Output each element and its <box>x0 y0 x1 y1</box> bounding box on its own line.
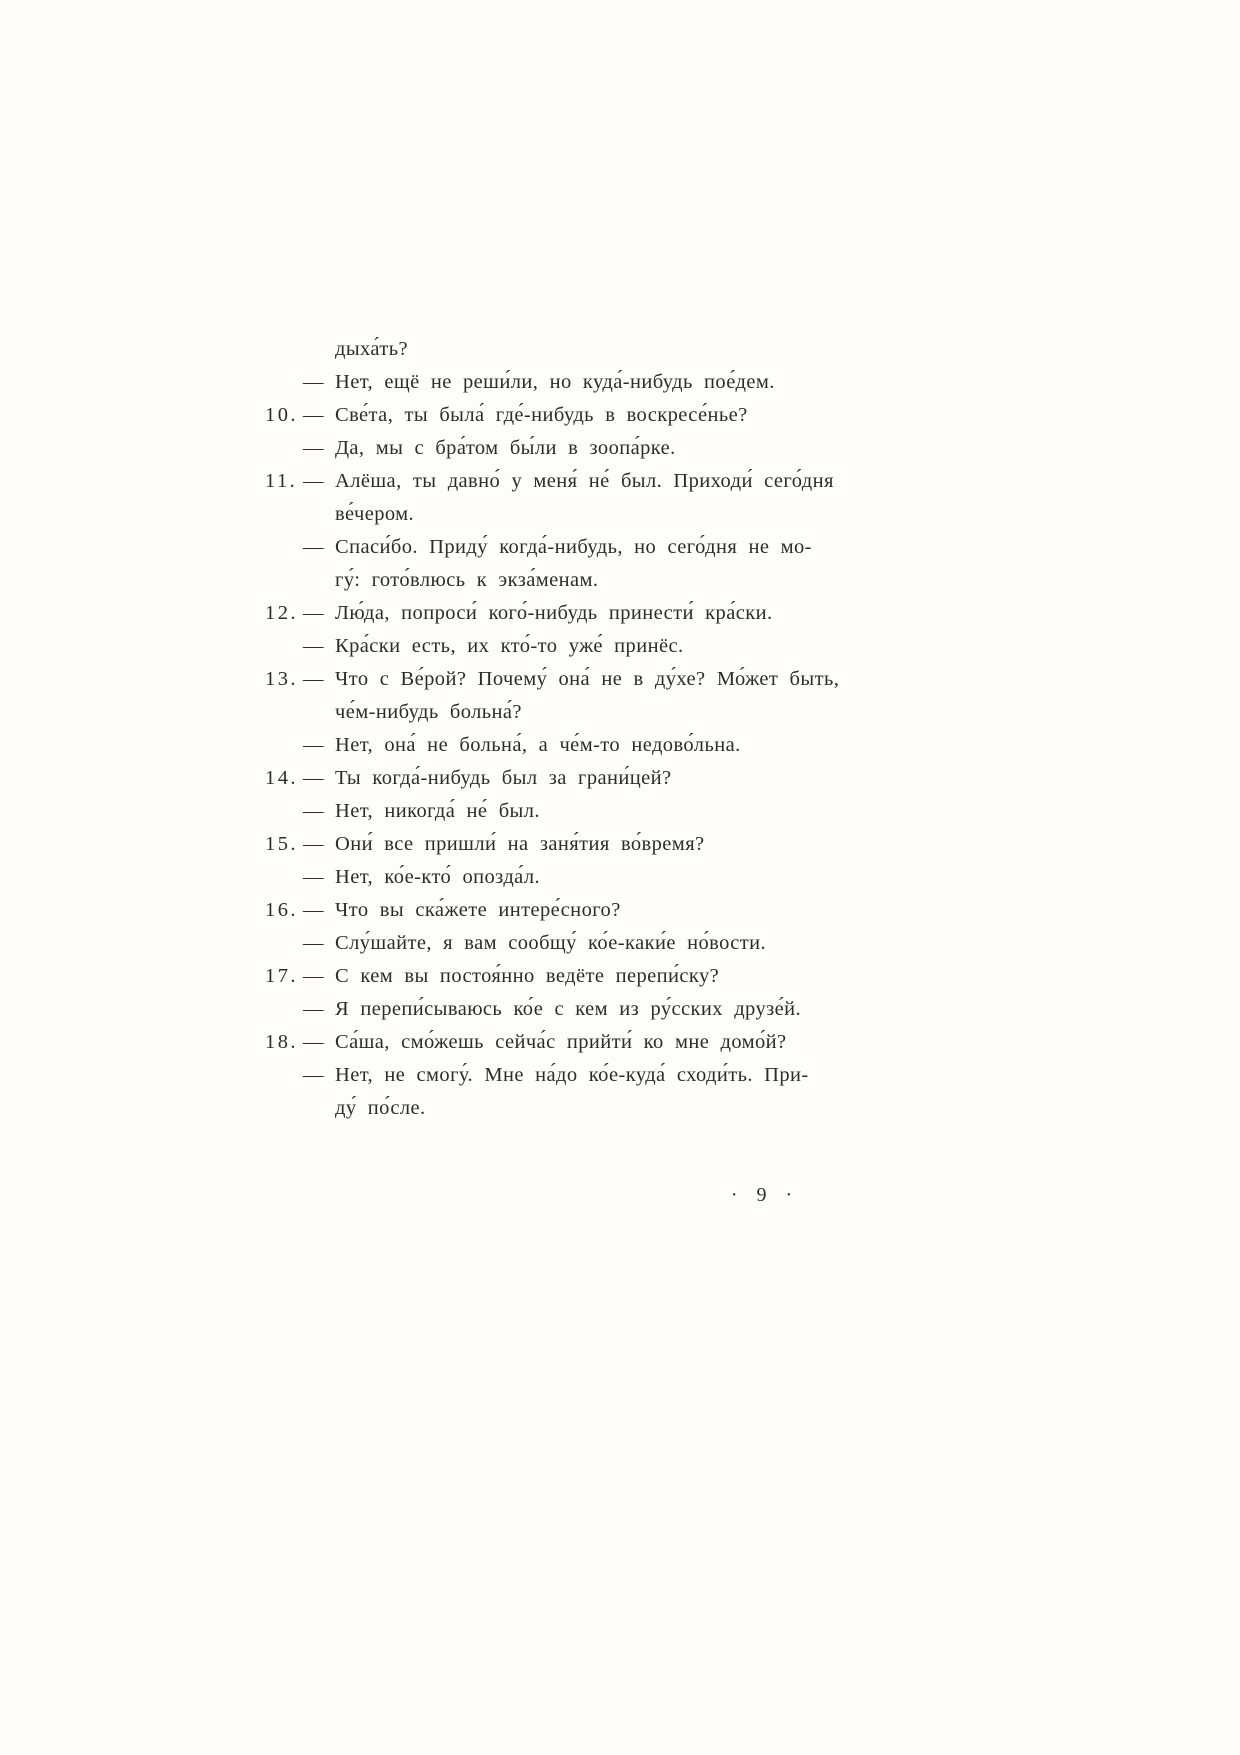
dialogue-dash: — <box>303 404 324 426</box>
dialogue-line <box>265 663 865 696</box>
dialogue-dash: — <box>303 437 324 459</box>
dialogue-line <box>265 399 865 432</box>
dialogue-text: Я перепи́сываюсь ко́е с кем из ру́сских друзе́й. <box>335 998 802 1020</box>
dialogue-text: Кра́ски есть, их кто́-то уже́ принёс. <box>335 635 684 657</box>
dialogue-text: Ты когда́-нибудь был за грани́цей? <box>335 767 672 789</box>
dialogue-line <box>265 729 865 762</box>
dialogue-line <box>265 795 865 828</box>
dialogue-line <box>265 861 865 894</box>
dialogue-text: Све́та, ты была́ где́-нибудь в воскресе́нье? <box>335 404 748 426</box>
dialogue-text: Да, мы с бра́том бы́ли в зоопа́рке. <box>335 437 676 459</box>
dialogue-text: Нет, она́ не больна́, а че́м-то недово́льна. <box>335 734 741 756</box>
dialogue-text: С кем вы постоя́нно ведёте перепи́ску? <box>335 965 720 987</box>
dialogue-text: че́м-нибудь больна́? <box>335 701 522 723</box>
dialogue-dash: — <box>303 833 324 855</box>
item-number: 17. <box>265 965 299 987</box>
dialogue-dash: — <box>303 668 324 690</box>
item-number: 11. <box>265 470 298 492</box>
dialogue-dash: — <box>303 371 324 393</box>
dialogue-text: Что вы ска́жете интере́сного? <box>335 899 621 921</box>
dialogue-dash: — <box>303 899 324 921</box>
dialogue-text: Лю́да, попроси́ кого́-нибудь принести́ кра́ски. <box>335 602 773 624</box>
dialogue-line <box>265 762 865 795</box>
dialogue-text: гу́: гото́влюсь к экза́менам. <box>335 569 599 591</box>
dialogue-text: дыха́ть? <box>335 338 409 360</box>
dialogue-text: ве́чером. <box>335 503 415 525</box>
item-number: 18. <box>265 1031 299 1053</box>
dialogue-dash: — <box>303 965 324 987</box>
dialogue-dash: — <box>303 998 324 1020</box>
dialogue-text: Нет, не смогу́. Мне на́до ко́е-куда́ сходи́ть. При- <box>335 1064 809 1086</box>
dialogue-dash: — <box>303 470 324 492</box>
item-number: 14. <box>265 767 299 789</box>
dialogue-line <box>265 993 865 1026</box>
item-number: 16. <box>265 899 299 921</box>
dialogue-line <box>265 828 865 861</box>
dialogue-dash: — <box>303 800 324 822</box>
dialogue-dash: — <box>303 734 324 756</box>
dialogue-line <box>265 927 865 960</box>
dialogue-dash: — <box>303 635 324 657</box>
dialogue-dash: — <box>303 536 324 558</box>
dialogue-line <box>265 366 865 399</box>
dialogue-line <box>265 597 865 630</box>
dialogue-line <box>265 465 865 498</box>
dialogue-dash: — <box>303 932 324 954</box>
dialogue-line <box>265 1026 865 1059</box>
dialogue-line <box>265 1059 865 1092</box>
dialogue-line <box>265 630 865 663</box>
dialogue-text: Что с Ве́рой? Почему́ она́ не в ду́хе? Мо́жет быть, <box>335 668 840 690</box>
dialogue-line <box>265 498 865 531</box>
dialogue-text: Нет, никогда́ не́ был. <box>335 800 540 822</box>
dialogue-line <box>265 696 865 729</box>
dialogue-text: Нет, ещё не реши́ли, но куда́-нибудь пое́дем. <box>335 371 775 393</box>
dialogue-text: Са́ша, смо́жешь сейча́с прийти́ ко мне домо́й? <box>335 1031 787 1053</box>
dialogue-text: Спаси́бо. Приду́ когда́-нибудь, но сего́дня не мо- <box>335 536 812 558</box>
dialogue-line <box>265 564 865 597</box>
dialogue-dash: — <box>303 602 324 624</box>
dialogue-text: Они́ все пришли́ на заня́тия во́время? <box>335 833 705 855</box>
dialogue-line <box>265 1092 865 1125</box>
dialogue-dash: — <box>303 1031 324 1053</box>
dialogue-text: Слу́шайте, я вам сообщу́ ко́е-каки́е но́вости. <box>335 932 767 954</box>
dialogue-exercise <box>265 333 865 1125</box>
dialogue-text: Алёша, ты давно́ у меня́ не́ был. Приходи́ сего́дня <box>335 470 834 492</box>
item-number: 15. <box>265 833 299 855</box>
dialogue-line <box>265 333 865 366</box>
dialogue-dash: — <box>303 1064 324 1086</box>
item-number: 10. <box>265 404 299 426</box>
dialogue-line <box>265 960 865 993</box>
dialogue-dash: — <box>303 767 324 789</box>
dialogue-dash: — <box>303 866 324 888</box>
dialogue-line <box>265 531 865 564</box>
item-number: 12. <box>265 602 299 624</box>
page-number: · 9 · <box>730 1184 800 1206</box>
dialogue-text: Нет, ко́е-кто́ опозда́л. <box>335 866 541 888</box>
item-number: 13. <box>265 668 299 690</box>
dialogue-text: ду́ по́сле. <box>335 1097 426 1119</box>
dialogue-line <box>265 432 865 465</box>
dialogue-line <box>265 894 865 927</box>
